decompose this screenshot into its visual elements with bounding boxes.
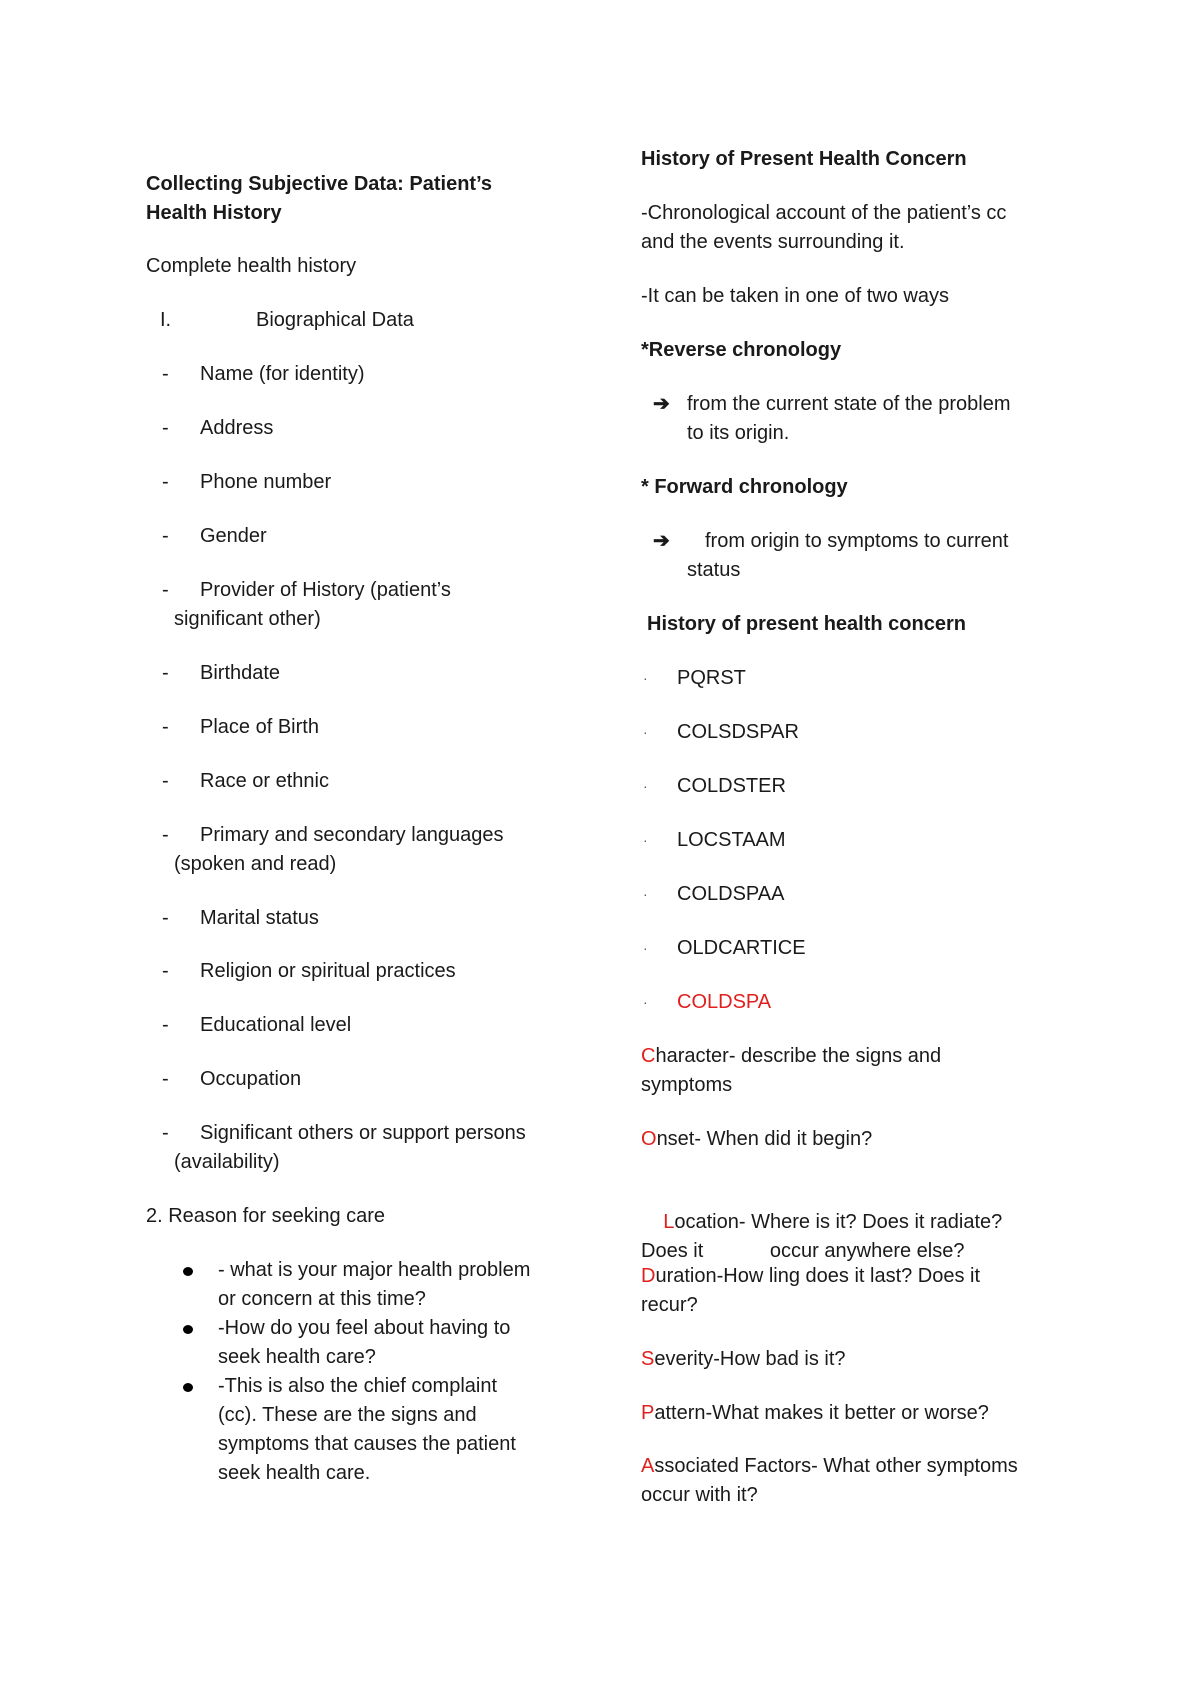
bullet-icon bbox=[182, 1256, 218, 1314]
paragraph-two-ways: -It can be taken in one of two ways bbox=[641, 285, 949, 307]
list-item: - Address bbox=[162, 417, 274, 439]
definition-onset: Onset- When did it begin? bbox=[641, 1128, 873, 1150]
list-item: - Race or ethnic bbox=[162, 770, 329, 792]
list-item: - Birthdate bbox=[162, 662, 281, 684]
list-item: - Religion or spiritual practices bbox=[162, 960, 456, 982]
section-biographical-data: I. Biographical Data bbox=[160, 309, 414, 331]
bullet-item: -This is also the chief complaint (cc). These are the signs and symptoms that causes the patient seek health care. bbox=[182, 1372, 602, 1488]
list-item: - Place of Birth bbox=[162, 716, 319, 738]
definition-associated-factors: Associated Factors- What other symptoms occur with it? bbox=[641, 1455, 1018, 1506]
heading-forward-chronology: * Forward chronology bbox=[641, 476, 848, 498]
paragraph-chronological: -Chronological account of the patient’s cc and the events surrounding it. bbox=[641, 202, 1007, 253]
arrow-right-icon: ➔ bbox=[653, 393, 670, 415]
reason-bullet-list bbox=[146, 1256, 602, 1488]
list-item: - Occupation bbox=[162, 1068, 302, 1090]
arrow-right-icon: ➔ bbox=[653, 530, 670, 552]
page-title: Collecting Subjective Data: Patient’s Health History bbox=[146, 173, 493, 224]
list-item: - Gender bbox=[162, 525, 267, 547]
bullet-icon bbox=[182, 1314, 218, 1372]
list-item: - Educational level bbox=[162, 1014, 352, 1036]
forward-chronology-item: ➔ from origin to symptoms to current status bbox=[641, 527, 1093, 585]
mnemonic-item: · COLDSTER bbox=[643, 775, 786, 797]
definition-duration: Duration-How ling does it last? Does it recur? bbox=[641, 1265, 981, 1316]
mnemonic-item: · OLDCARTICE bbox=[643, 937, 806, 959]
mnemonic-item-highlighted: · COLDSPA bbox=[643, 991, 772, 1013]
heading-present-health-concern-2: History of present health concern bbox=[647, 613, 966, 635]
definition-location: Location- Where is it? Does it radiate? Does it occur anywhere else? bbox=[641, 1211, 1003, 1262]
bullet-icon bbox=[182, 1372, 218, 1488]
definition-pattern: Pattern-What makes it better or worse? bbox=[641, 1402, 989, 1424]
list-item: - Significant others or support persons (availability) bbox=[162, 1122, 526, 1173]
mnemonic-item: · COLDSPAA bbox=[643, 883, 785, 905]
list-item: - Phone number bbox=[162, 471, 332, 493]
list-item: - Marital status bbox=[162, 907, 319, 929]
bullet-item: -How do you feel about having to seek health care? bbox=[182, 1314, 602, 1372]
mnemonic-item: · COLSDSPAR bbox=[643, 721, 799, 743]
section-reason-for-care: 2. Reason for seeking care bbox=[146, 1205, 386, 1227]
mnemonic-item: · LOCSTAAM bbox=[643, 829, 786, 851]
definition-character: Character- describe the signs and symptoms bbox=[641, 1045, 942, 1096]
subtitle: Complete health history bbox=[146, 255, 357, 277]
reverse-chronology-item: ➔ from the current state of the problem to its origin. bbox=[641, 390, 1093, 448]
definition-severity: Severity-How bad is it? bbox=[641, 1348, 846, 1370]
bullet-item: - what is your major health problem or concern at this time? bbox=[182, 1256, 602, 1314]
list-item: - Provider of History (patient’s significant other) bbox=[162, 579, 451, 630]
mnemonic-item: · PQRST bbox=[643, 667, 746, 689]
list-item: - Primary and secondary languages (spoken and read) bbox=[162, 824, 504, 875]
list-item: - Name (for identity) bbox=[162, 363, 365, 385]
heading-reverse-chronology: *Reverse chronology bbox=[641, 339, 842, 361]
heading-present-health-concern: History of Present Health Concern bbox=[641, 148, 967, 170]
